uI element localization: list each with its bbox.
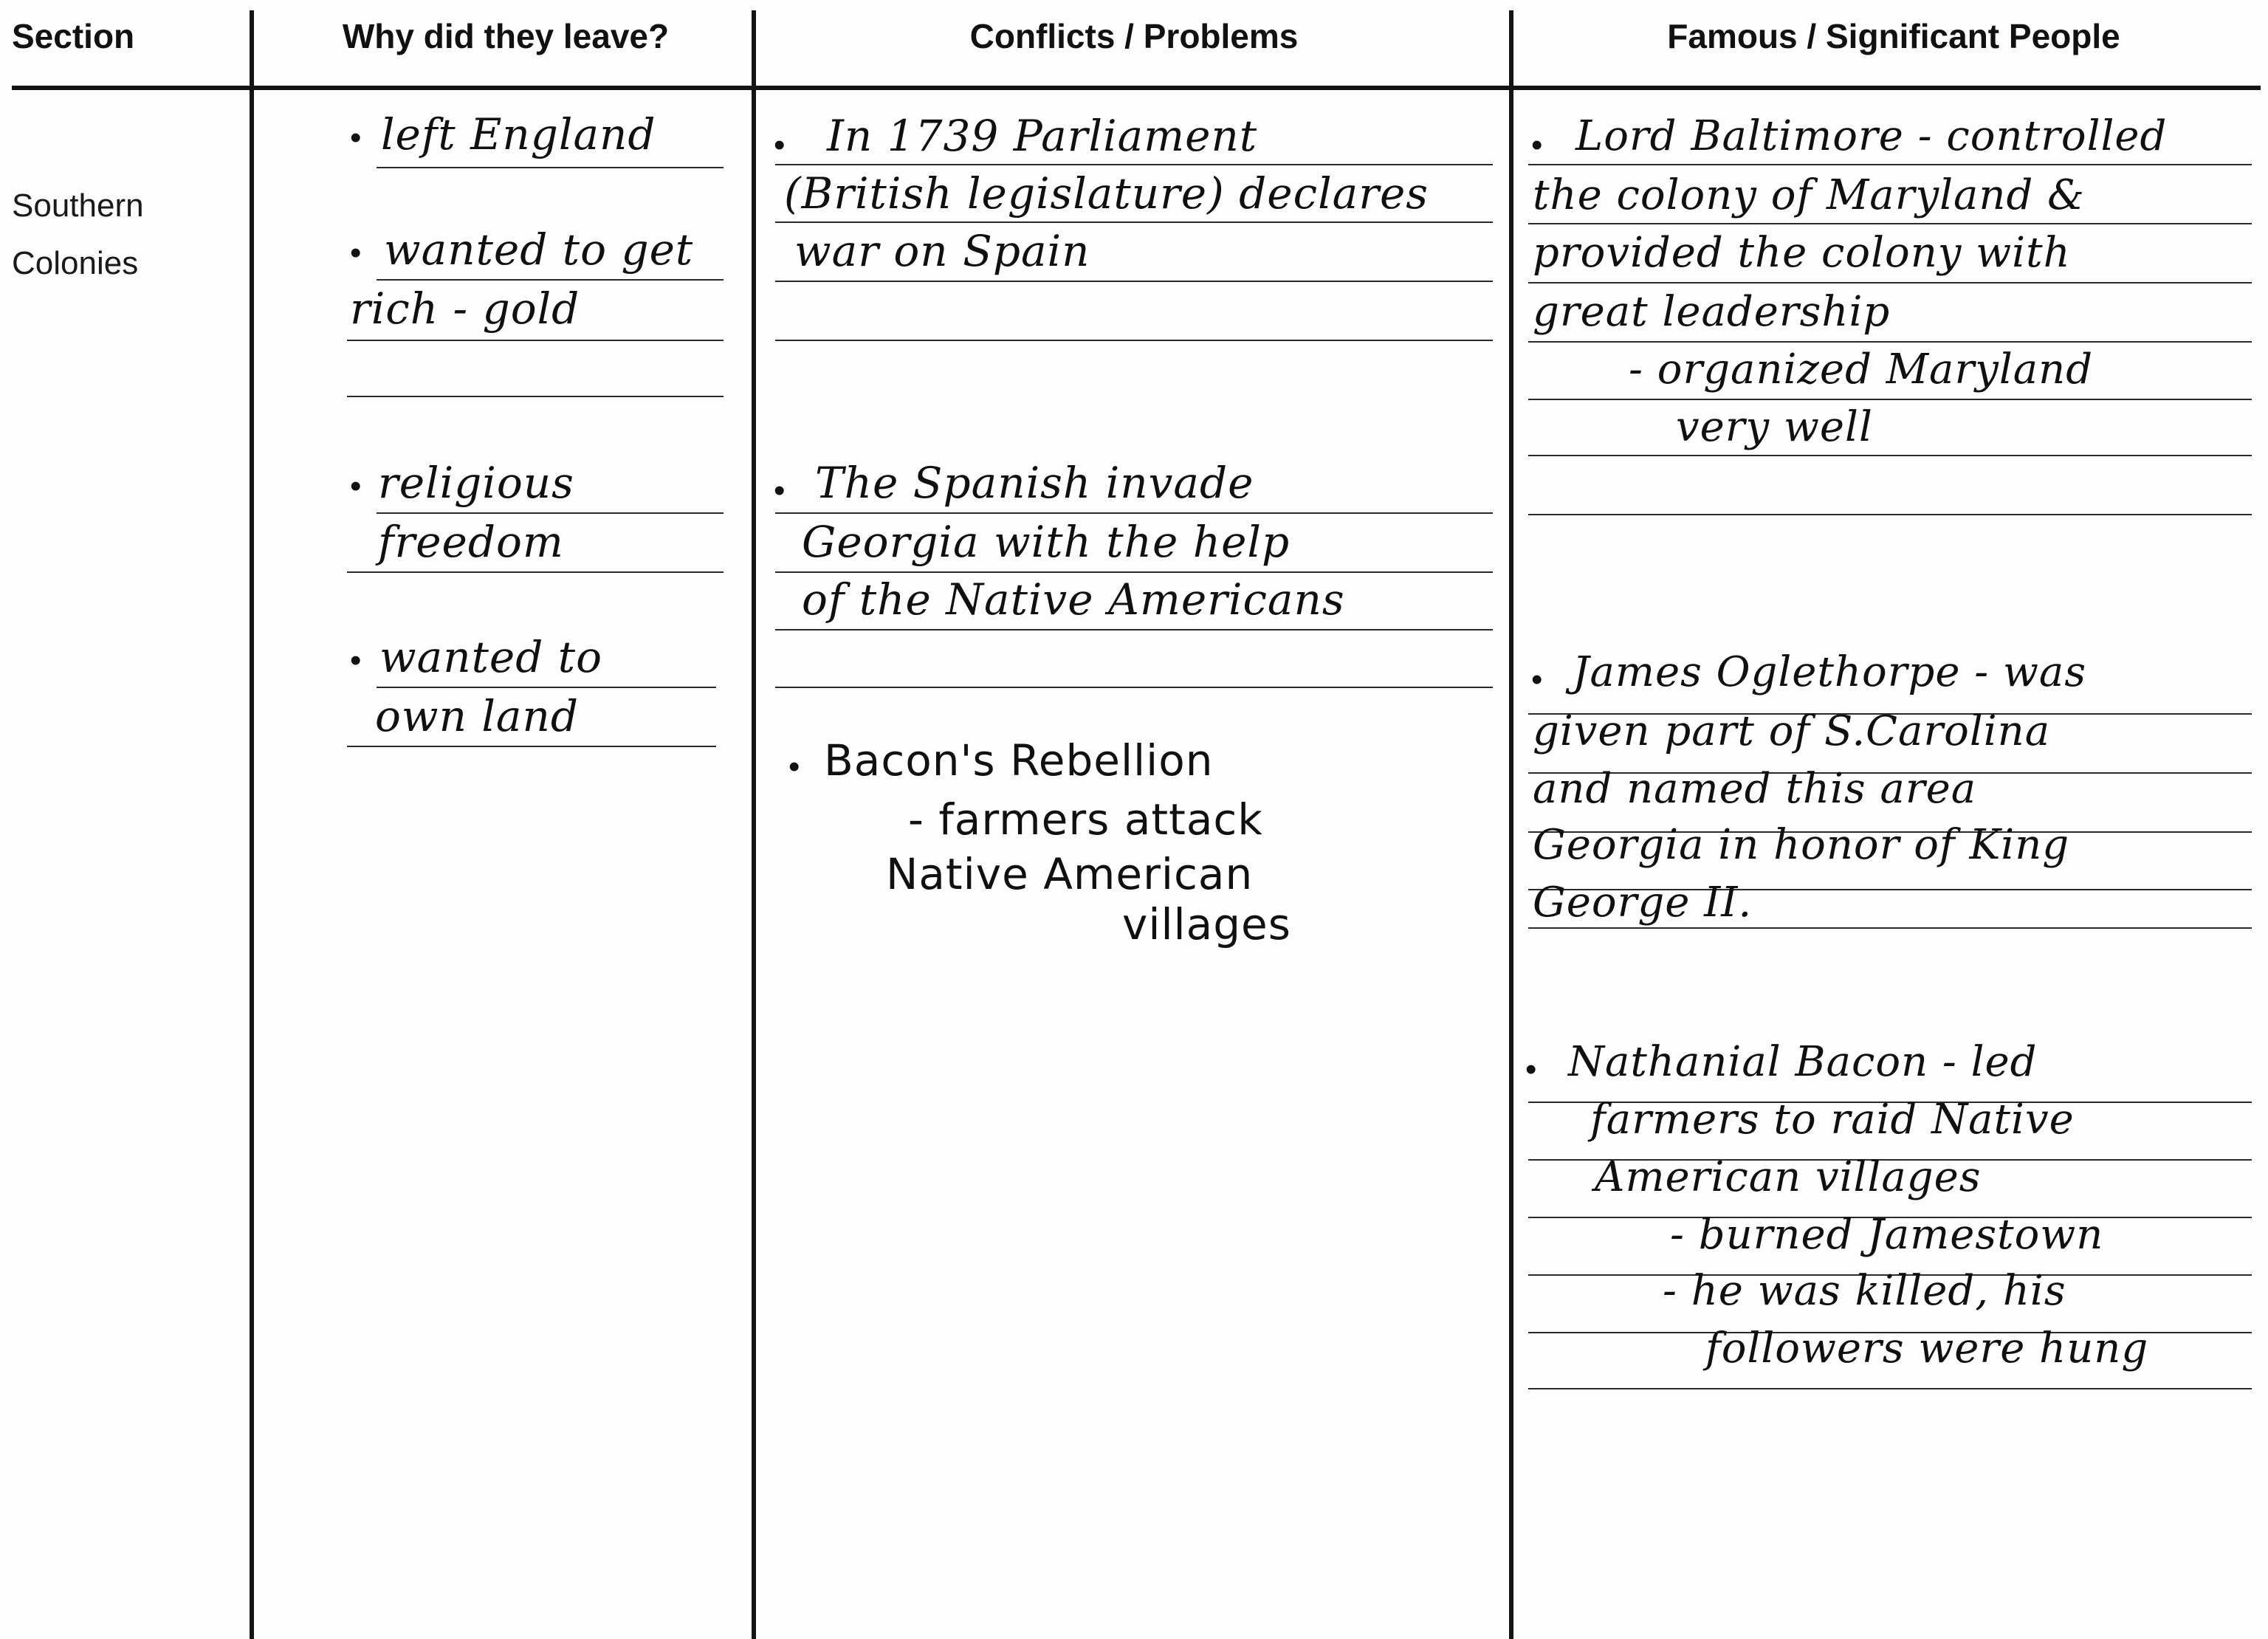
show-through-text — [52, 1255, 58, 1284]
rule-line — [377, 167, 724, 168]
header-conflicts: Conflicts / Problems — [969, 17, 1299, 55]
conflict-item: The Spanish invade — [815, 458, 1254, 508]
people-item: Georgia in honor of King — [1533, 821, 2070, 869]
rule-line — [775, 629, 1493, 630]
rule-line — [347, 396, 724, 397]
header-section: Section — [12, 17, 135, 55]
bullet: • — [1531, 662, 1543, 698]
why-leave-item: left England — [381, 109, 656, 159]
why-leave-item: wanted to — [379, 632, 603, 682]
conflict-item: Native American — [886, 849, 1254, 899]
conflict-item: of the Native Americans — [802, 574, 1345, 625]
section-label-line1: Southern — [12, 188, 144, 224]
people-item: given part of S.Carolina — [1533, 707, 2051, 755]
header-why-leave: Why did they leave? — [342, 17, 670, 55]
column-divider-3 — [1509, 10, 1513, 1639]
rule-line — [1528, 1388, 2252, 1389]
column-divider-2 — [752, 10, 756, 1639]
conflict-item: - farmers attack — [908, 794, 1263, 845]
conflict-item: villages — [1122, 899, 1291, 949]
rule-line — [775, 281, 1493, 282]
header-people: Famous / Significant People — [1667, 17, 2120, 55]
bullet: • — [774, 127, 786, 163]
rule-line — [775, 571, 1493, 573]
bullet: • — [1525, 1051, 1537, 1087]
bullet: • — [350, 642, 362, 678]
column-divider-1 — [250, 10, 254, 1639]
bullet: • — [774, 473, 786, 509]
why-leave-item: religious — [378, 458, 574, 508]
rule-line — [775, 687, 1493, 688]
people-item: James Oglethorpe - was — [1573, 648, 2087, 696]
conflict-item: war on Spain — [794, 226, 1090, 276]
rule-line — [1528, 927, 2252, 929]
section-label-line2: Colonies — [12, 245, 139, 281]
people-item: George II. — [1533, 879, 1753, 927]
rule-line — [1528, 164, 2252, 165]
people-item: - burned Jamestown — [1670, 1211, 2104, 1259]
rule-line — [1528, 223, 2252, 224]
conflict-item: In 1739 Parliament — [827, 111, 1258, 161]
people-item: followers were hung — [1705, 1324, 2149, 1372]
rule-line — [1528, 399, 2252, 400]
conflict-item: Bacon's Rebellion — [824, 735, 1214, 786]
bullet: • — [788, 749, 800, 785]
rule-line — [1528, 455, 2252, 456]
rule-line — [377, 687, 716, 688]
rule-line — [377, 512, 724, 514]
rule-line — [347, 571, 724, 573]
conflict-item: Georgia with the help — [802, 517, 1291, 567]
people-item: American villages — [1595, 1153, 1982, 1201]
why-leave-item: own land — [375, 691, 579, 741]
conflict-item: (British legislature) declares — [784, 168, 1429, 219]
people-item: provided the colony with — [1533, 229, 2071, 277]
people-item: farmers to raid Native — [1590, 1096, 2075, 1144]
people-item: the colony of Maryland & — [1533, 171, 2085, 219]
rule-line — [775, 340, 1493, 341]
people-item: - he was killed, his — [1663, 1267, 2066, 1315]
why-leave-item: rich - gold — [350, 284, 580, 334]
rule-line — [775, 164, 1493, 165]
bullet: • — [350, 120, 362, 156]
why-leave-item: freedom — [378, 517, 564, 567]
people-item: Lord Baltimore - controlled — [1575, 112, 2168, 160]
section-label — [12, 177, 144, 292]
bullet: • — [350, 235, 362, 271]
rule-line — [1528, 514, 2252, 515]
bullet: • — [1531, 127, 1543, 163]
people-item: very well — [1676, 403, 1873, 451]
rule-line — [775, 512, 1493, 514]
people-item: - organized Maryland — [1629, 346, 2094, 394]
people-item: Nathanial Bacon - led — [1568, 1038, 2038, 1086]
rule-line — [1528, 282, 2252, 284]
people-item: and named this area — [1533, 765, 1977, 813]
people-item: great leadership — [1533, 288, 1891, 336]
header-divider — [12, 86, 2261, 90]
rule-line — [377, 279, 724, 281]
rule-line — [775, 221, 1493, 223]
rule-line — [347, 340, 724, 341]
rule-line — [347, 746, 716, 747]
bullet: • — [350, 468, 362, 504]
why-leave-item: wanted to get — [384, 224, 694, 275]
rule-line — [1528, 341, 2252, 343]
